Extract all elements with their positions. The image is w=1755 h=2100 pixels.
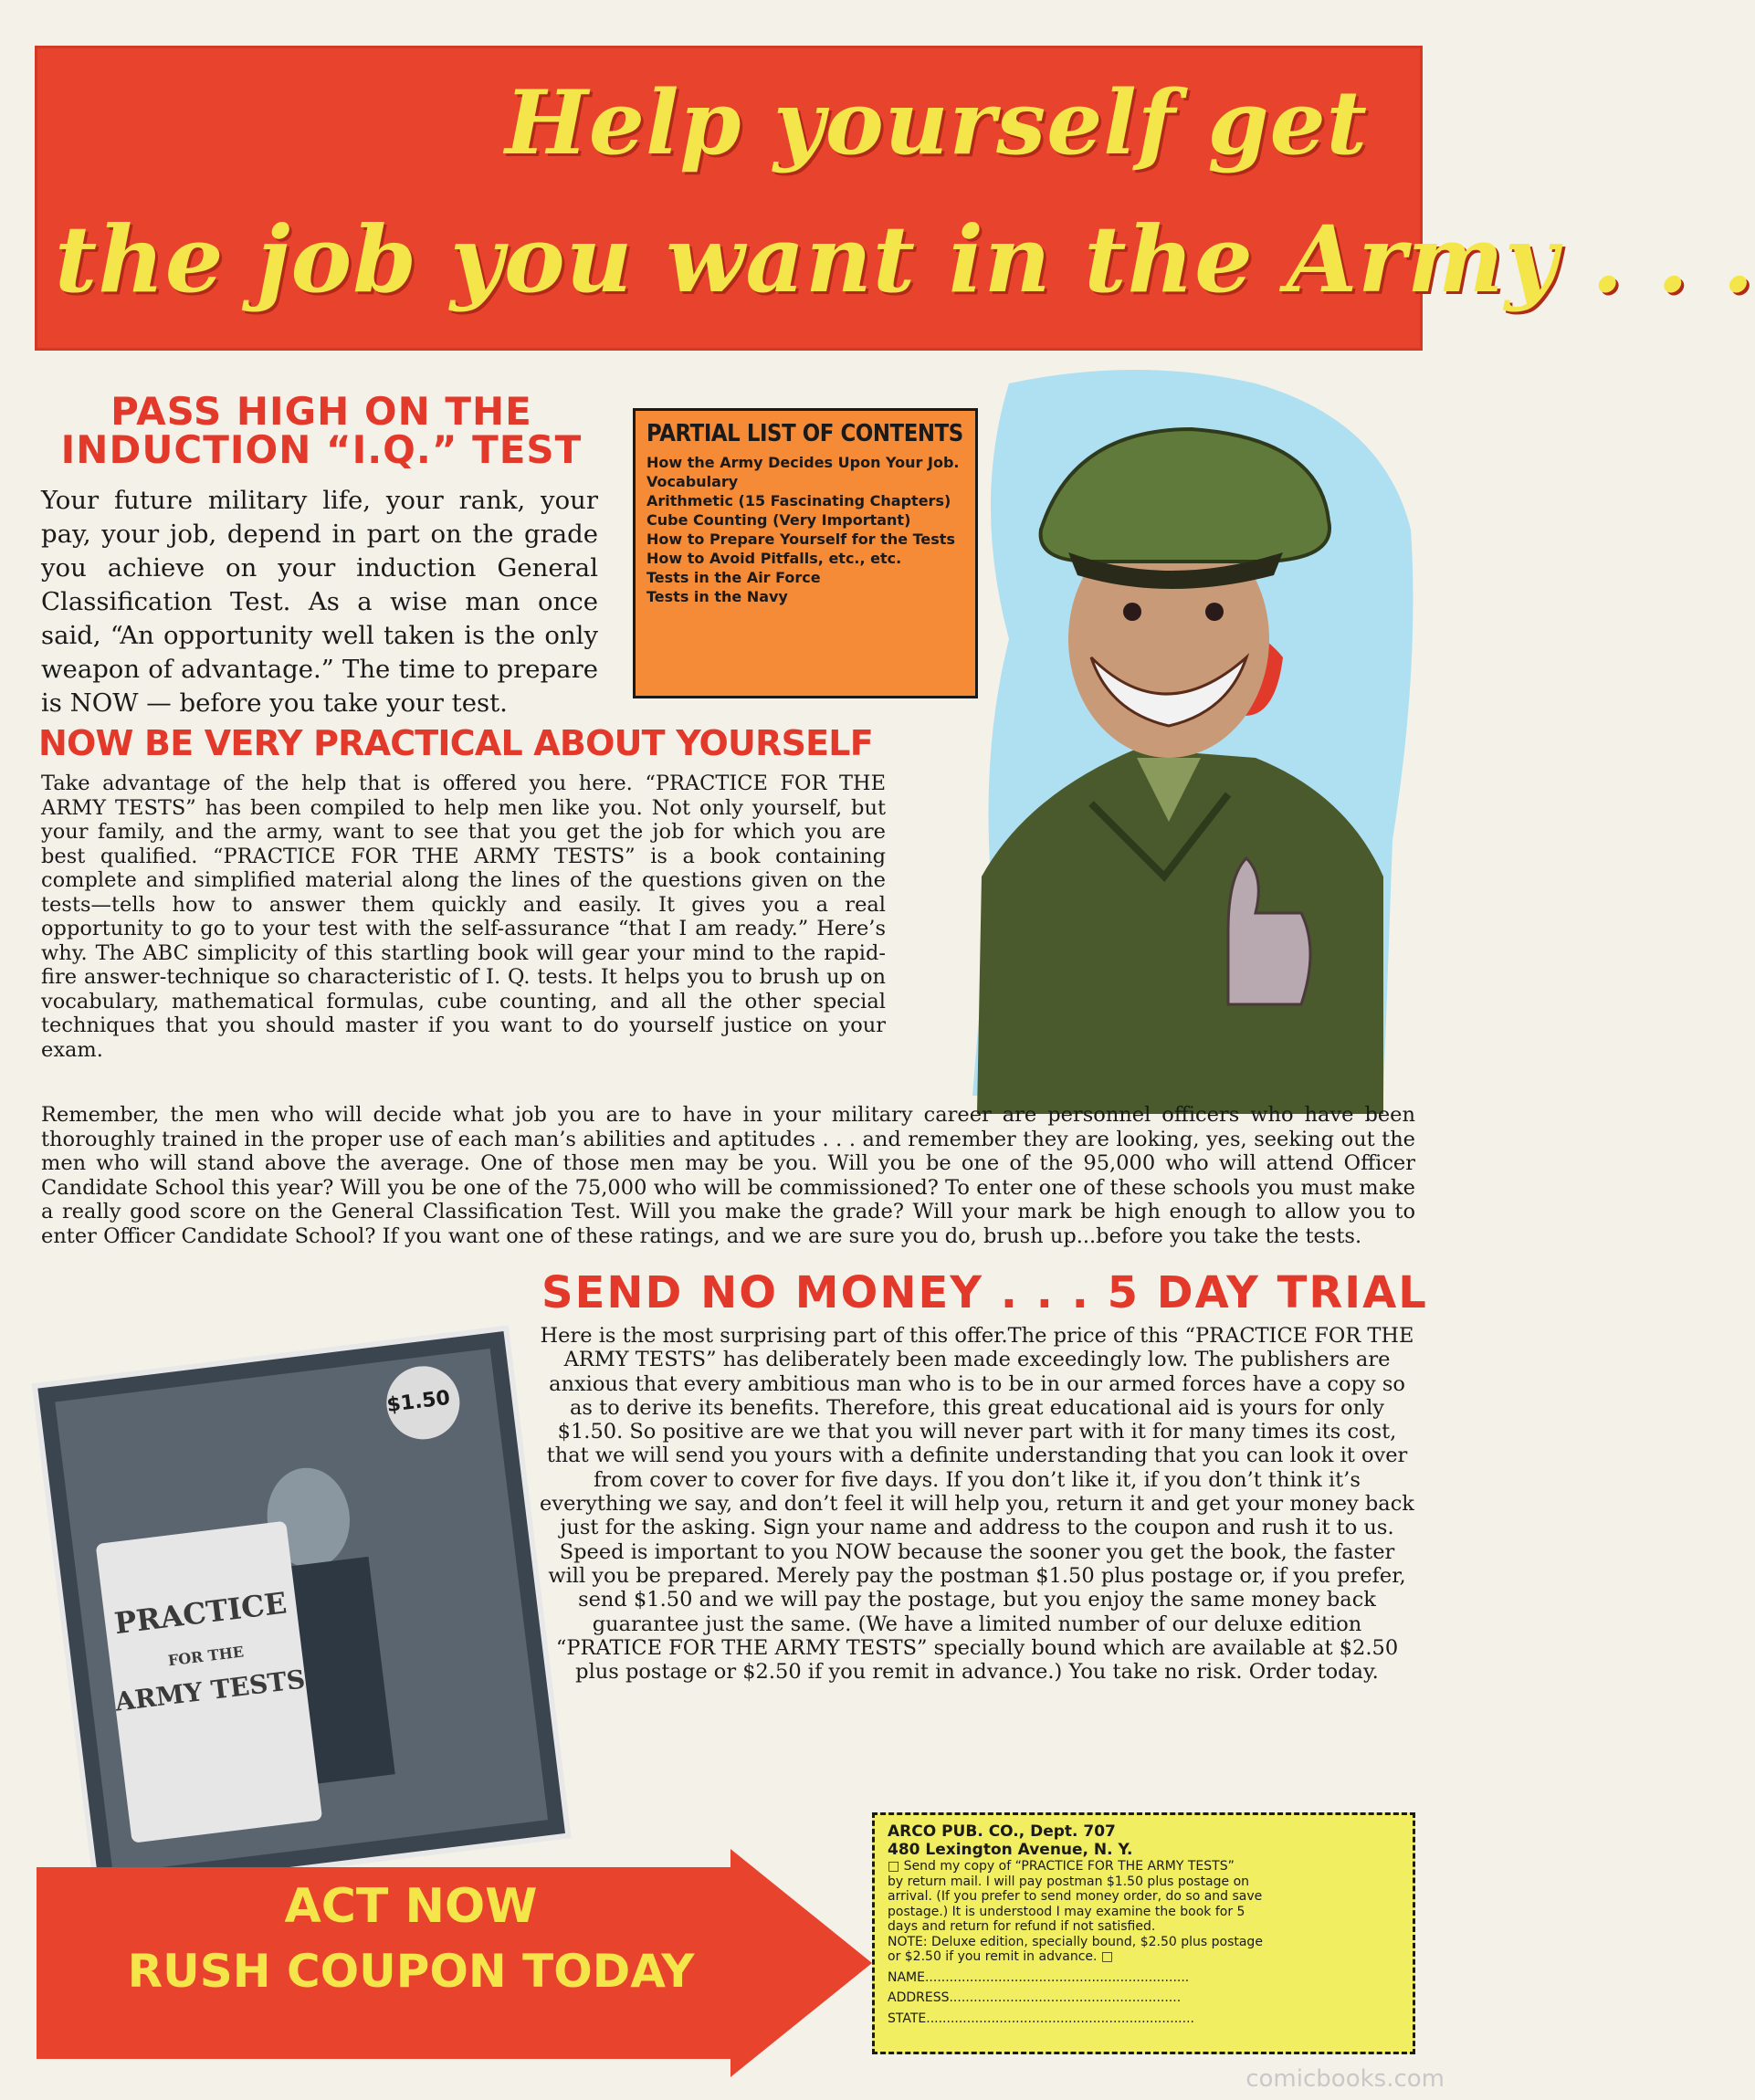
state-dots: .................................................................. <box>926 2011 1194 2026</box>
banner-headline-line-1: Help yourself get <box>505 71 1368 174</box>
coupon-text-line: days and return for refund if not satisfied. <box>888 1919 1156 1934</box>
remember-body: Remember, the men who will decide what job you are to have in your military career are personnel officers who have been thoroughly trained in the proper use of each man’s abilities and aptitudes . . . and remember they are looking, yes, seeking out the men who will stand above the average. One of those men may be you. Will you be one of the 95,000 who will attend Officer Candidate School this year? Will you be one of the 75,000 who will be commissioned? To enter one of these schools you must make a really good score on the General Classification Test. Will you make the grade? Will your mark be high enough to allow you to enter Officer Candidate School? If you want one of these ratings, and we are sure you do, brush up...before you take the tests. <box>41 1103 1415 1248</box>
book-title-line-2: FOR THE <box>166 1643 245 1670</box>
name-dots: ................................................................. <box>924 1969 1190 1985</box>
contents-item: Cube Counting (Very Important) <box>646 511 911 529</box>
coupon-text-line: by return mail. I will pay postman $1.50 plus postage on <box>888 1874 1250 1889</box>
send-no-money-heading: SEND NO MONEY . . . 5 DAY TRIAL <box>541 1267 1428 1318</box>
contents-item: Tests in the Air Force <box>646 569 821 586</box>
coupon-company: ARCO PUB. CO., Dept. 707 <box>888 1822 1116 1841</box>
order-coupon[interactable] <box>872 1812 1415 2054</box>
contents-item: Arithmetic (15 Fascinating Chapters) <box>646 492 951 509</box>
watermark: comicbooks.com <box>1245 2065 1445 2093</box>
practical-heading: NOW BE VERY PRACTICAL ABOUT YOURSELF <box>38 723 873 763</box>
address-label: ADDRESS <box>888 1990 950 2005</box>
top-banner <box>35 46 1755 351</box>
book-title-line-3: ARMY TESTS <box>113 1664 307 1717</box>
book-title-line-1: PRACTICE <box>112 1585 289 1642</box>
contents-item: Vocabulary <box>646 473 739 490</box>
book-illustration <box>26 1310 564 1881</box>
coupon-text-line: NOTE: Deluxe edition, specially bound, $2.50 plus postage <box>888 1934 1263 1949</box>
soldier-illustration <box>954 365 1420 1105</box>
coupon-name-field[interactable] <box>888 1970 1400 1986</box>
pass-high-heading: PASS HIGH ON THE INDUCTION “I.Q.” TEST <box>60 389 583 472</box>
contents-item: Tests in the Navy <box>646 588 788 605</box>
book-price: $1.50 <box>385 1386 452 1418</box>
coupon-text-line: postage.) It is understood I may examine the book for 5 <box>888 1904 1245 1919</box>
contents-item: How to Prepare Yourself for the Tests <box>646 530 955 548</box>
coupon-address-field[interactable] <box>888 1990 1400 2006</box>
name-label: NAME <box>888 1969 925 1985</box>
contents-box <box>633 408 978 698</box>
arrow-text-line-1: ACT NOW <box>284 1879 538 1934</box>
practical-body: Take advantage of the help that is offered you here. “PRACTICE FOR THE ARMY TESTS” has been compiled to help men like you. Not only yourself, but your family, and the army, want to see that you get the job for which you are best qualified. “PRACTICE FOR THE ARMY TESTS” is a book containing complete and simplified material along the lines of the questions given on the tests—tells how to answer them quickly and easily. It gives you a real opportunity to go to your test with the self-assurance “that I am ready.” Here’s why. The ABC simplicity of this startling book will gear your mind to the rapid-fire answer-technique so characteristic of I. Q. tests. It helps you to brush up on vocabulary, mathematical formulas, cube counting, and all the other special techniques that you should master if you want to do yourself justice on your exam. <box>41 772 886 1062</box>
state-label: STATE <box>888 2011 927 2026</box>
coupon-text-line[interactable]: □ Send my copy of “PRACTICE FOR THE ARMY TESTS” <box>888 1859 1235 1874</box>
pass-high-body: Your future military life, your rank, your pay, your job, depend in part on the grade you achieve on your induction General Classification Test. As a wise man once said, “An opportunity well taken is the only weapon of advantage.” The time to prepare is NOW — before you take your test. <box>41 486 598 718</box>
coupon-address: 480 Lexington Avenue, N. Y. <box>888 1841 1133 1859</box>
contents-title: PARTIAL LIST OF CONTENTS <box>646 420 963 447</box>
banner-headline-line-2: the job you want in the Army . . . <box>55 205 1755 313</box>
coupon-text-line[interactable]: or $2.50 if you remit in advance. □ <box>888 1949 1114 1964</box>
address-dots: ......................................................... <box>949 1990 1182 2005</box>
trial-body: Here is the most surprising part of this offer.The price of this “PRACTICE FOR THE ARMY TESTS” has deliberately been made exceedingly low. The publishers are anxious that every ambitious man who is to be in our armed forces have a copy so as to derive its benefits. Therefore, this great educational aid is yours for only $1.50. So positive are we that you will never part with it for many times its cost, that we will send you yours with a definite understanding that you can look it over from cover to cover for five days. If you don’t like it, if you don’t think it’s everything we say, and don’t feel it will help you, return it and get your money back just for the asking. Sign your name and address to the coupon and rush it to us. Speed is important to you NOW because the sooner you get the book, the faster will you be prepared. Merely pay the postman $1.50 plus postage or, if you prefer, send $1.50 and we will pay the postage, but you enjoy the same money back guarantee just the same. (We have a limited number of our deluxe edition “PRATICE FOR THE ARMY TESTS” specially bound which are available at $2.50 plus postage or $2.50 if you remit in advance.) You take no risk. Order today. <box>540 1324 1414 1685</box>
coupon-state-field[interactable] <box>888 2011 1400 2027</box>
contents-item: How the Army Decides Upon Your Job. <box>646 454 960 471</box>
coupon-text-line: arrival. (If you prefer to send money order, do so and save <box>888 1889 1263 1904</box>
contents-item: How to Avoid Pitfalls, etc., etc. <box>646 550 902 567</box>
arrow-text-line-2: RUSH COUPON TODAY <box>127 1945 695 1998</box>
